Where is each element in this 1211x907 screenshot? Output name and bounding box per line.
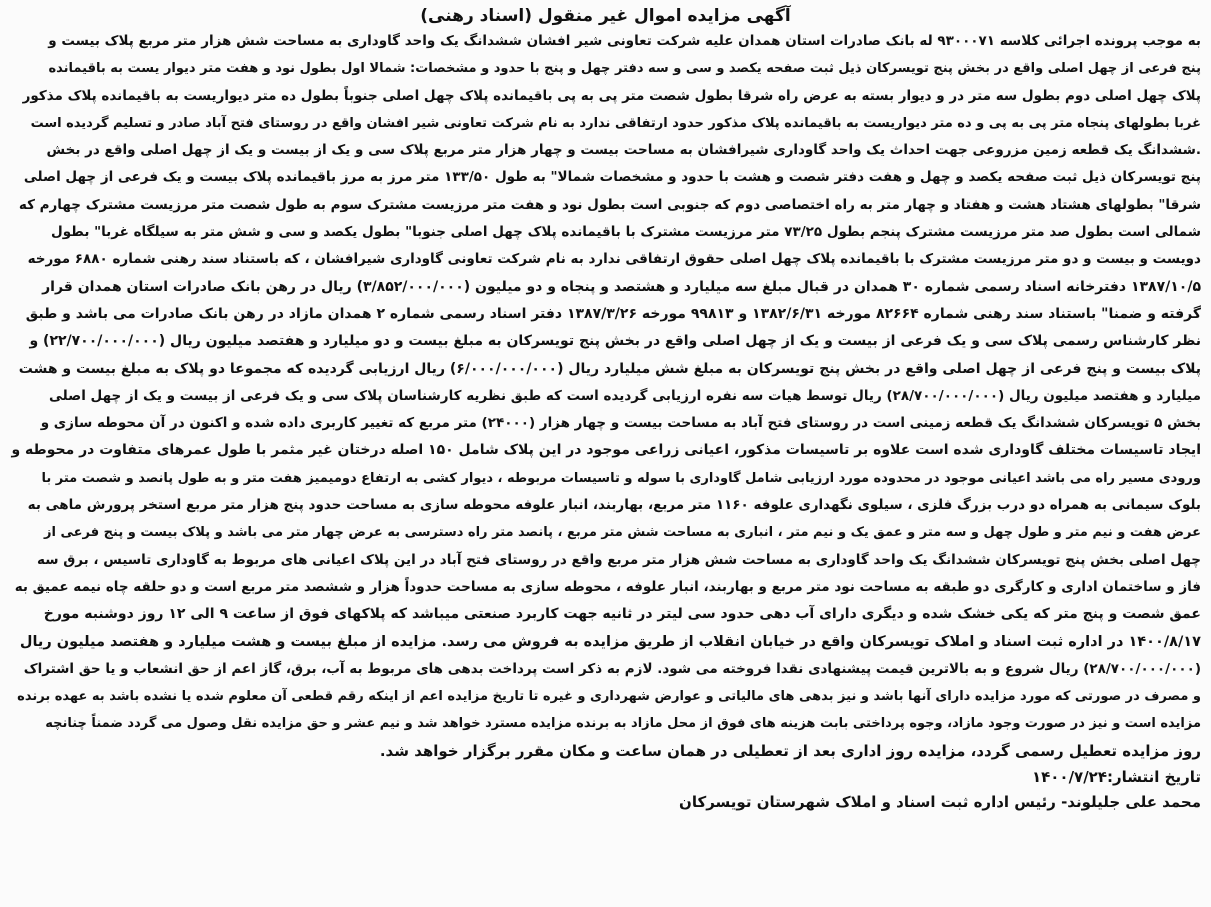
body-line: شرقا" بطولهای هشتاد هشت و هفتاد و چهار متر به راه اختصاصی دوم که جنوبی است بطول نود و هفت متر مرزیست مشترک سوم به طول شصت متر مرزیست مشترک چهارم که	[18, 196, 1201, 213]
body-line: (۲۸/۷۰۰/۰۰۰/۰۰۰) ریال شروع و به بالاترین قیمت پیشنهادی نقدا فروخته می شود. لازم به ذکر است پرداخت بدهی های مربوط به آب، برق، گاز اعم از حق انشعاب و یا حق اشتراک	[23, 660, 1201, 677]
body-line: بخش ۵ تویسرکان ششدانگ یک قطعه زمینی است در روستای فتح آباد به مساحت بیست و چهار هزار (۲۴۰۰۰) متر مربع که تغییر کاربری داده شده و اکنون در آن محوطه سازی و	[40, 415, 1201, 432]
notice-title: آگهی مزایده اموال غیر منقول (اسناد رهنی)	[420, 6, 791, 26]
publish-date: تاریخ انتشار:۱۴۰۰/۷/۲۴	[1031, 768, 1201, 787]
body-line: چهل اصلی بخش پنج تویسرکان ششدانگ یک واحد گاوداری به مساحت شش هزار متر مربع واقع در روستای فتح آباد در این پلاک اعیانی های مربوط به گاوداری تاسیس ، برق سه	[37, 551, 1201, 568]
body-line: و مصرف در صورتی که مورد مزایده دارای آنها باشد و نیز بدهی های مالیاتی و عوارض شهرداری و غیره تا تاریخ مزایده اعم از اینکه رقم قطعی آن معلوم شده یا نشده باشد به عهده برنده	[17, 689, 1201, 705]
body-line: نظر کارشناس رسمی پلاک سی و یک فرعی از بیست و یک از چهل اصلی واقع در بخش پنج تویسرکان به مبلغ بیست و دو میلیارد و هفتصد میلیون ریال (۲۲/۷۰۰/۰۰۰/۰۰۰) و	[29, 333, 1201, 350]
body-line: فاز و ساختمان اداری و کارگری دو طبقه به مساحت نود متر مربع و بهاربند، انبار علوفه ، محوطه سازی به مساحت حدوداً هزار و ششصد متر مربع است و دو حلقه چاه نیمه عمیق به	[14, 578, 1201, 595]
body-line: گرفته و ضمنا" باستناد سند رهنی شماره ۸۲۶۶۴ مورخه ۱۳۸۲/۶/۳۱ و ۹۹۸۱۳ مورخه ۱۳۸۷/۳/۲۶ دفتر اسناد رسمی شماره ۲ همدان مازاد در رهن بانک صادرات می باشد و طبق	[25, 305, 1201, 322]
body-line: پلاک چهل اصلی دوم بطول سه متر در و دیوار بسته به عرض راه شرقا بطول شصت متر پی به پی باقیمانده پلاک چهل اصلی جنوباً بطول ده متر دیواریست به باقیمانده پلاک مذکور	[22, 87, 1201, 104]
body-line: به موجب پرونده اجرائی کلاسه ۹۳۰۰۰۷۱ له بانک صادرات استان همدان علیه شرکت تعاونی شیر افشان ششدانگ یک واحد گاوداری به مساحت شش هزار متر مربع پلاک بیست و	[48, 33, 1201, 49]
body-line: ۱۴۰۰/۸/۱۷ در اداره ثبت اسناد و املاک تویسرکان واقع در خیابان انقلاب از طریق مزایده به فروش می رسد. مزایده از مبلغ بیست و هشت میلیارد و هفتصد میلیون ریال	[19, 633, 1201, 650]
body-line: غربا بطولهای پنجاه متر پی به پی و ده متر دیواریست به باقیمانده پلاک مذکور حدود ارتفاقی ندارد به نام شرکت تعاونی شیر افشان واقع در روستای فتح آباد صادر و تسلیم گردیده است	[30, 115, 1201, 131]
body-line: پلاک بیست و پنج فرعی از چهل اصلی واقع در بخش پنج تویسرکان به مبلغ شش میلیارد ریال (۶/۰۰۰/۰۰۰/۰۰۰) ریال ارزیابی گردیده که مجموعا دو پلاک به مبلغ بیست و هشت	[18, 360, 1201, 377]
body-line: میلیارد و هفتصد میلیون ریال (۲۸/۷۰۰/۰۰۰/۰۰۰) ریال توسط هیات سه نفره ارزیابی گردیده است که طبق نظریه کارشناسان پلاک سی و یک فرعی از بیست و یک از چهل اصلی	[48, 387, 1201, 404]
body-line: پنج تویسرکان ذیل ثبت صفحه یکصد و چهل و هفت دفتر شصت و هشت با حدود و مشخصات شمالا" به طول ۱۳۳/۵۰ متر مرز به مرز باقیمانده پلاک بیست و یک فرعی از چهل اصلی	[23, 169, 1201, 186]
body-line: ورودی مسیر راه می باشد اعیانی موجود در محدوده مورد ارزیابی شامل گاوداری با سوله و تاسیسات مربوطه ، دیوار کشی به ارتفاع دومیمیز هفت متر و به طول پانصد و شصت متر با	[41, 470, 1201, 486]
notice-footer	[10, 765, 1201, 815]
notice-body	[10, 28, 1201, 765]
signature-line: محمد علی جلیلوند- رئیس اداره ثبت اسناد و املاک شهرستان تویسرکان	[679, 793, 1201, 812]
body-line: پنج فرعی از چهل اصلی واقع در بخش پنج تویسرکان ذیل ثبت صفحه یکصد و سی و سه دفتر چهل و پنج با حدود و مشخصات: شمالا اول بطول نود و هفت متر دیوار یست به باقیمانده	[48, 61, 1201, 77]
body-line: .ششدانگ یک قطعه زمین مزروعی جهت احداث یک واحد گاوداری شیرافشان به مساحت بیست و چهار هزار متر مربع پلاک سی و یک از بیست و یک از چهل اصلی واقع در بخش	[46, 142, 1201, 159]
body-line: شمالی است بطول صد متر مرزیست مشترک پنجم بطول ۷۳/۲۵ متر مرزیست مشترک با باقیمانده پلاک چهل اصلی جنوبا" بطول یکصد و سی و شش متر به سیلگاه غربا" بطول	[50, 224, 1201, 241]
body-line: ۱۳۸۷/۱۰/۵ دفترخانه اسناد رسمی شماره ۳۰ همدان در قبال مبلغ سه میلیارد و هشتصد و پنجاه و دو میلیون (۳/۸۵۲/۰۰۰/۰۰۰) ریال در رهن بانک صادرات استان همدان قرار	[42, 278, 1201, 295]
body-line: دویست و بیست و دو متر مرزیست مشترک با باقیمانده پلاک چهل اصلی حقوق ارتفاقی ندارد به نام شرکت تعاونی گاوداری شیرافشان ، که باستناد سند رهنی شماره ۶۸۸۰ مورخه	[27, 251, 1201, 268]
body-line: عمق شصت و پنج متر که یکی خشک شده و دیگری دارای آب دهی حدود سی لیتر در ثانیه جهت کاربرد صنعتی میباشد که پلاکهای فوق از ساعت ۹ الی ۱۲ روز دوشنبه مورخ	[43, 606, 1201, 623]
body-line: روز مزایده تعطیل رسمی گردد، مزایده روز اداری بعد از تعطیلی در همان ساعت و مکان مقرر برگزار خواهد شد.	[379, 741, 1201, 760]
body-line: بلوک سیمانی به همراه دو درب بزرگ فلزی ، سیلوی نگهداری علوفه ۱۱۶۰ متر مربع، بهاربند، انبار علوفه محوطه سازی به مساحت حدود پنج هزار متر مربع استخر پرورش ماهی به	[27, 497, 1201, 514]
body-line: عرض هفت و نیم متر و طول چهل و سه متر و عمق یک و نیم متر ، انباری به مساحت شش متر مربع ، پانصد متر راه دسترسی به عرض چهار متر می باشد و پلاک بیست و پنج فرعی از	[44, 525, 1201, 541]
body-line: ایجاد تاسیسات مختلف گاوداری شده است علاوه بر تاسیسات مذکور، اعیانی زراعی موجود در این پلاک شامل ۱۵۰ اصله درختان غیر مثمر با طول عمرهای متفاوت در محوطه و	[11, 442, 1201, 459]
body-line: مزایده است و نیز در صورت وجود مازاد، وجوه پرداختی بابت هزینه های فوق از محل مازاد به برنده مزایده مسترد خواهد شد و نیم عشر و حق مزایده نقل وصول می گردد ضمناً چنانچه	[45, 716, 1201, 732]
